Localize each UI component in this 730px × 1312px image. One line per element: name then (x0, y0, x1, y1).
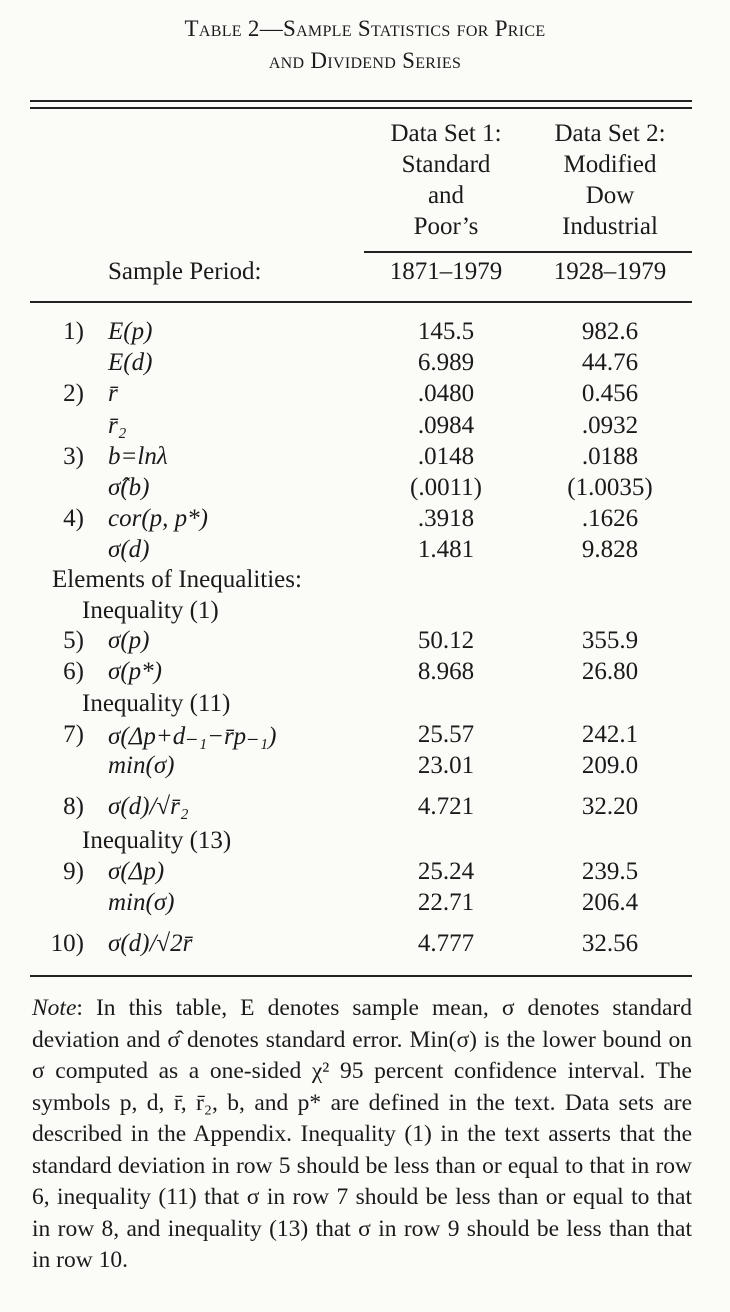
column-header-line: Industrial (562, 213, 658, 240)
top-rule (30, 100, 692, 102)
value-data-set-1: (.0011) (410, 474, 482, 501)
column-header-line: Modified (563, 151, 657, 178)
value-data-set-2: (1.0035) (567, 474, 653, 501)
note-label: Note (32, 995, 77, 1021)
column-header-line: Standard (401, 151, 491, 178)
row-label: σ(d)/√r̄₂ (108, 793, 189, 820)
table-row (0, 721, 730, 752)
column-header-line: Poor’s (413, 213, 479, 240)
value-data-set-2: 32.20 (581, 793, 639, 820)
row-label: σ(p) (108, 627, 150, 654)
table-row (0, 412, 730, 443)
row-number: 2) (63, 380, 84, 407)
table-row (0, 536, 730, 567)
value-data-set-1: .0480 (417, 380, 475, 407)
row-number: 8) (63, 793, 84, 820)
row-number: 1) (63, 318, 84, 345)
table-row (0, 889, 730, 920)
value-data-set-1: 25.57 (417, 721, 475, 748)
value-data-set-1: 6.989 (417, 349, 475, 376)
row-number: 4) (63, 505, 84, 532)
row-label: cor(p, p*) (108, 505, 208, 532)
row-number: 5) (63, 627, 84, 654)
column-header-rule (364, 251, 692, 253)
row-label: min(σ) (108, 752, 175, 779)
column-header-line: Data Set 1: (390, 120, 502, 147)
sample-period-label: Sample Period: (108, 258, 262, 285)
table-row (0, 380, 730, 411)
table-row (0, 474, 730, 505)
value-data-set-2: 26.80 (581, 658, 639, 685)
value-data-set-1: 22.71 (417, 889, 475, 916)
row-number: 9) (63, 858, 84, 885)
section-inequality-1: Inequality (1) (82, 597, 219, 624)
value-data-set-2: 9.828 (581, 536, 639, 563)
value-data-set-1: 4.777 (417, 930, 475, 957)
row-label: E(d) (108, 349, 153, 376)
row-label: b=lnλ (108, 443, 168, 470)
row-label: σ(Δp) (108, 858, 165, 885)
table-row (0, 318, 730, 349)
row-label: σ(Δp+d₋₁−r̄p₋₁) (108, 723, 277, 750)
value-data-set-1: .3918 (417, 505, 475, 532)
value-data-set-2: 0.456 (581, 380, 639, 407)
value-data-set-1: 50.12 (417, 627, 475, 654)
row-label: σ̂(b) (108, 474, 150, 501)
table-title-line2: and Dividend Series (268, 48, 462, 73)
row-number: 6) (63, 658, 84, 685)
value-data-set-2: 982.6 (581, 318, 639, 345)
section-elements-of-inequalities: Elements of Inequalities: (52, 566, 302, 593)
table-row (0, 930, 730, 961)
table-row (0, 658, 730, 689)
row-label: σ(d) (108, 536, 150, 563)
row-label: r̄₂ (108, 412, 127, 439)
column-header-data-set-2 (535, 118, 685, 242)
value-data-set-2: 44.76 (581, 349, 639, 376)
table-row (0, 349, 730, 380)
value-data-set-2: 239.5 (581, 858, 639, 885)
row-number: 10) (50, 930, 84, 957)
column-header-line: and (427, 182, 465, 209)
value-data-set-2: .0188 (581, 443, 639, 470)
row-label: min(σ) (108, 889, 175, 916)
top-rule-inner (30, 107, 692, 109)
header-bottom-rule (30, 301, 692, 303)
row-number: 7) (63, 721, 84, 748)
table-row (0, 793, 730, 824)
value-data-set-2: 209.0 (581, 752, 639, 779)
value-data-set-1: 1.481 (417, 536, 475, 563)
table-row (0, 505, 730, 536)
value-data-set-2: .0932 (581, 412, 639, 439)
row-number: 3) (63, 443, 84, 470)
row-label: σ(p*) (108, 658, 162, 685)
value-data-set-1: 145.5 (417, 318, 475, 345)
value-data-set-1: 8.968 (417, 658, 475, 685)
value-data-set-1: 25.24 (417, 858, 475, 885)
value-data-set-2: 355.9 (581, 627, 639, 654)
section-inequality-13: Inequality (13) (82, 827, 232, 854)
table-row (0, 627, 730, 658)
table-row (0, 443, 730, 474)
column-header-data-set-1 (372, 118, 520, 242)
value-data-set-2: .1626 (581, 505, 639, 532)
value-data-set-1: .0984 (417, 412, 475, 439)
row-label: r̄ (108, 380, 118, 407)
note-text: : In this table, E denotes sample mean, σ denotes standard deviation and σ̂ denotes standard error. Min(σ) is the lower bound on σ computed as a one-sided χ² 95 percent confidence interval. The symbols p, d, r̄, r̄₂, b, and p* are defined in the text. Data sets are described in the Appendix. Inequality (1) in the text asserts that the standard deviation in row 5 should be less than or equal to that in row 6, inequality (11) that σ in row 7 should be less than or equal to that in row 8, and inequality (13) that σ in row 9 should be less than that in row 10. (32, 995, 692, 1273)
value-data-set-2: 242.1 (581, 721, 639, 748)
value-data-set-1: 23.01 (417, 752, 475, 779)
value-data-set-2: 32.56 (581, 930, 639, 957)
column-header-line: Data Set 2: (554, 120, 666, 147)
table-title: Table 2—Sample Statistics for Price (184, 16, 546, 41)
value-data-set-1: 4.721 (417, 793, 475, 820)
table-row (0, 858, 730, 889)
sample-period-data-set-1: 1871–1979 (389, 258, 503, 285)
value-data-set-1: .0148 (417, 443, 475, 470)
table-row (0, 752, 730, 783)
table-bottom-rule (30, 975, 692, 977)
column-header-line: Dow (585, 182, 635, 209)
row-label: σ(d)/√2r̄ (108, 930, 193, 957)
section-inequality-11: Inequality (11) (82, 690, 231, 717)
table-note (32, 993, 692, 1277)
sample-period-data-set-2: 1928–1979 (553, 258, 667, 285)
value-data-set-2: 206.4 (581, 889, 639, 916)
row-label: E(p) (108, 318, 153, 345)
